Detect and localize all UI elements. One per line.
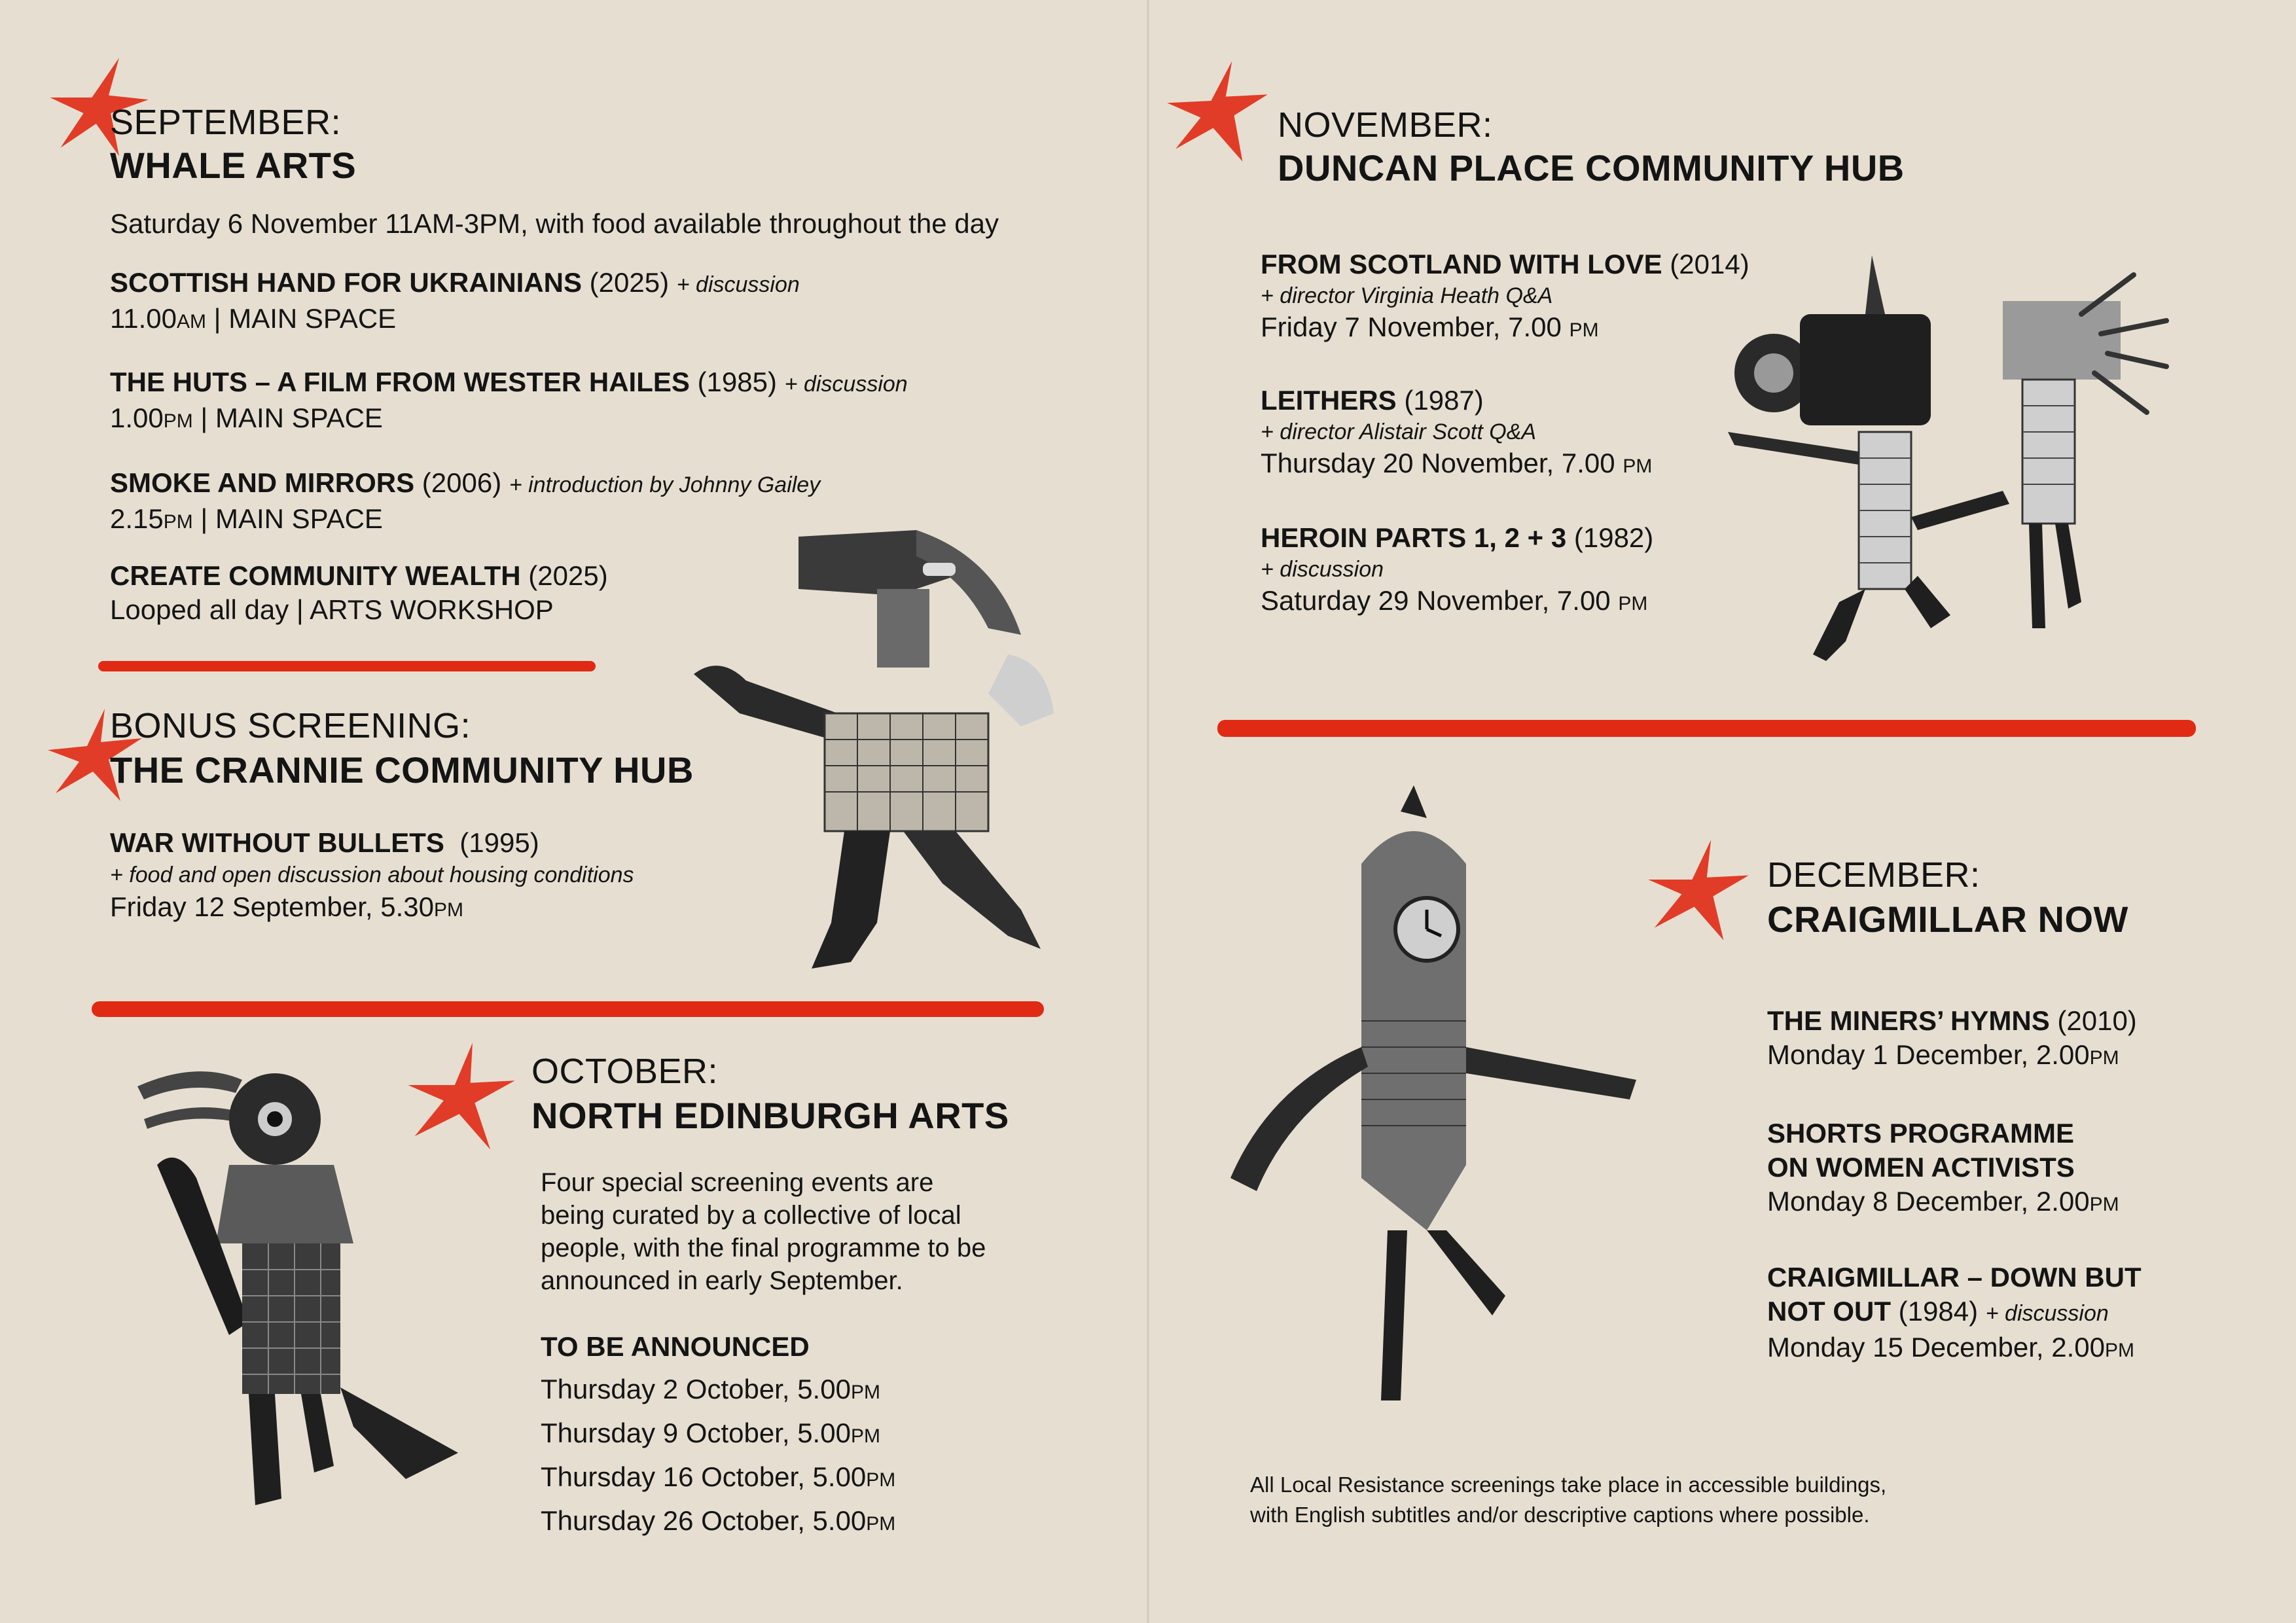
footnote-line: All Local Resistance screenings take place in accessible buildings, (1250, 1472, 1887, 1497)
event-ampm: PM (2089, 1194, 2119, 1215)
bonus-event (110, 826, 764, 927)
event-year: (2025) (589, 267, 670, 298)
date-item: Thursday 16 October, 5.00 (541, 1461, 867, 1492)
event-extra: + discussion (1985, 1301, 2109, 1326)
event-year: (2014) (1670, 249, 1749, 279)
event-time: 11.00 (110, 303, 177, 334)
september-month: SEPTEMBER: (110, 103, 342, 142)
event-extra: + director Virginia Heath Q&A (1261, 283, 1553, 308)
event-date: Thursday 20 November, 7.00 (1261, 448, 1615, 478)
event-year: (1982) (1573, 522, 1654, 553)
october-description (541, 1166, 1064, 1297)
event-ampm: PM (1623, 455, 1653, 477)
event-title: THE HUTS – A FILM FROM WESTER HAILES (110, 366, 690, 397)
date-ampm: PM (866, 1513, 896, 1535)
september-event (110, 559, 764, 627)
event-title: NOT OUT (1767, 1296, 1891, 1327)
date-ampm: PM (866, 1469, 896, 1491)
september-event (110, 266, 1026, 339)
event-title: ON WOMEN ACTIVISTS (1767, 1152, 2075, 1183)
event-place: | MAIN SPACE (200, 402, 383, 433)
description-line: announced in early September. (541, 1266, 903, 1295)
september-venue: WHALE ARTS (110, 145, 357, 186)
event-extra: + food and open discussion about housing conditions (110, 863, 634, 887)
event-ampm: PM (163, 511, 193, 533)
event-date: Monday 8 December, 2.00 (1767, 1186, 2090, 1217)
event-extra: + discussion (1261, 557, 1384, 582)
event-ampm: AM (177, 311, 206, 332)
description-line: being curated by a collective of local (541, 1201, 961, 1230)
event-title: SCOTTISH HAND FOR UKRAINIANS (110, 267, 582, 298)
event-year: (1984) (1898, 1296, 1979, 1327)
october-month: OCTOBER: (531, 1052, 719, 1091)
divider-stroke (92, 1001, 1044, 1017)
event-extra: + discussion (784, 372, 908, 397)
november-venue: DUNCAN PLACE COMMUNITY HUB (1278, 147, 1905, 188)
event-date: Monday 1 December, 2.00 (1767, 1039, 2090, 1070)
divider-stroke (1217, 720, 2196, 737)
event-date: Monday 15 December, 2.00 (1767, 1332, 2105, 1363)
bonus-venue: THE CRANNIE COMMUNITY HUB (110, 749, 694, 791)
event-title: HEROIN PARTS 1, 2 + 3 (1261, 522, 1567, 553)
bonus-heading: BONUS SCREENING: (110, 706, 471, 745)
dancing-collage-figures (1715, 236, 2173, 668)
description-line: people, with the final programme to be (541, 1234, 986, 1262)
october-dates (541, 1369, 1064, 1544)
december-event (1767, 1260, 2284, 1368)
event-ampm: PM (2089, 1047, 2119, 1069)
event-ampm: PM (1569, 319, 1599, 341)
event-year: (1985) (697, 366, 777, 397)
october-tba: TO BE ANNOUNCED (541, 1331, 810, 1362)
footnote (1250, 1470, 2003, 1530)
event-title: CREATE COMMUNITY WEALTH (110, 560, 521, 591)
event-title: FROM SCOTLAND WITH LOVE (1261, 249, 1662, 279)
event-date: Friday 12 September, 5.30 (110, 891, 434, 922)
september-event (110, 365, 1026, 438)
date-ampm: PM (850, 1425, 880, 1447)
red-star-icon (1152, 59, 1283, 164)
december-venue: CRAIGMILLAR NOW (1767, 899, 2128, 940)
event-year: (1987) (1404, 385, 1484, 416)
event-ampm: PM (1618, 593, 1648, 615)
event-year: (2010) (2057, 1005, 2137, 1036)
event-title: SMOKE AND MIRRORS (110, 467, 415, 498)
december-event (1767, 1004, 2265, 1075)
event-extra: + discussion (676, 272, 800, 297)
event-date: Saturday 29 November, 7.00 (1261, 585, 1611, 616)
event-year: (2006) (422, 467, 502, 498)
september-intro: Saturday 6 November 11AM-3PM, with food available throughout the day (110, 208, 999, 239)
event-title: LEITHERS (1261, 385, 1397, 416)
event-place: | MAIN SPACE (200, 503, 383, 534)
december-month: DECEMBER: (1767, 855, 1981, 895)
event-ampm: PM (2104, 1340, 2134, 1361)
event-year: (1995) (459, 827, 539, 858)
event-title: THE MINERS’ HYMNS (1767, 1005, 2050, 1036)
event-ampm: PM (163, 410, 193, 432)
event-title: WAR WITHOUT BULLETS (110, 827, 444, 858)
event-time: 2.15 (110, 503, 164, 534)
november-month: NOVEMBER: (1278, 105, 1493, 145)
event-ampm: PM (433, 899, 463, 921)
divider-stroke (98, 661, 596, 671)
date-item: Thursday 26 October, 5.00 (541, 1505, 867, 1536)
event-title: SHORTS PROGRAMME (1767, 1118, 2075, 1149)
date-item: Thursday 9 October, 5.00 (541, 1418, 851, 1448)
event-title: CRAIGMILLAR – DOWN BUT (1767, 1262, 2142, 1293)
event-date: Friday 7 November, 7.00 (1261, 312, 1562, 342)
description-line: Four special screening events are (541, 1168, 934, 1197)
date-ampm: PM (850, 1382, 880, 1403)
event-extra: + director Alistair Scott Q&A (1261, 419, 1537, 444)
page-fold (1147, 0, 1149, 1623)
date-item: Thursday 2 October, 5.00 (541, 1374, 851, 1404)
event-time: Looped all day (110, 594, 289, 625)
event-time: 1.00 (110, 402, 164, 433)
hammer-collage-figure (681, 517, 1086, 988)
event-extra: + introduction by Johnny Gailey (509, 473, 821, 497)
fish-collage-figure (1230, 772, 1728, 1427)
event-year: (2025) (528, 560, 608, 591)
october-venue: NORTH EDINBURGH ARTS (531, 1095, 1009, 1136)
event-place: | ARTS WORKSHOP (296, 594, 554, 625)
footnote-line: with English subtitles and/or descriptive captions where possible. (1250, 1503, 1870, 1527)
event-place: | MAIN SPACE (213, 303, 397, 334)
december-event (1767, 1116, 2265, 1222)
bird-collage-figure (118, 1047, 484, 1518)
